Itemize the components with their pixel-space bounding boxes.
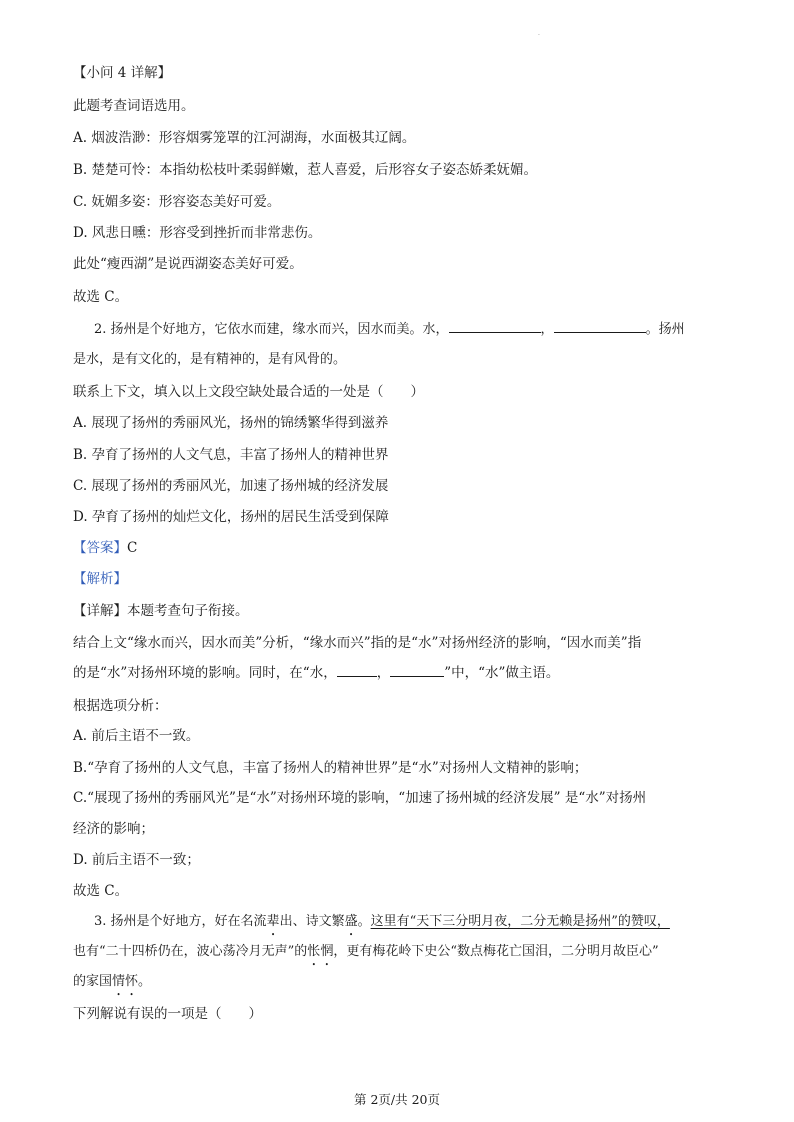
section-note: 此处“瘦西湖”是说西湖姿态美好可爱。 [73, 256, 303, 272]
explanation-line-1: 结合上文“缘水而兴，因水而美”分析，“缘水而兴”指的是“水”对扬州经济的影响，“因水而美”指 [73, 635, 642, 651]
explanation-line-2: 的是“水”对扬州环境的影响。同时，在“水， ， ”中，“水”做主语。 [73, 665, 560, 681]
question-2-stem-line2: 是水，是有文化的，是有精神的，是有风骨的。 [73, 352, 347, 367]
question-3-stem-line2: 也有“二十四桥仍在，波心荡冷月无声”的怅惘，更有梅花岭下史公“数点梅花亡国泪，二分明月故臣心” [73, 944, 659, 959]
option-a-explanation: A. 烟波浩渺：形容烟雾笼罩的江河湖海，水面极其辽阔。 [73, 130, 416, 146]
option-c-explanation: C. 妩媚多姿：形容姿态美好可爱。 [73, 194, 281, 210]
question-2-prompt: 联系上下文，填入以上文段空缺处最合适的一处是（ ） [73, 384, 424, 400]
blank-4 [390, 664, 444, 677]
section-heading: 【小问 4 详解】 [73, 65, 172, 81]
option-b: B. 孕育了扬州的人文气息，丰富了扬州人的精神世界 [73, 447, 389, 463]
option-d: D. 孕育了扬州的灿烂文化，扬州的居民生活受到保障 [73, 509, 389, 525]
option-a: A. 展现了扬州的秀丽风光，扬州的锦绣繁华得到滋养 [73, 415, 389, 431]
analysis-d: D. 前后主语不一致； [73, 852, 200, 868]
page-footer: 第 2页/共 20页 [353, 1092, 441, 1107]
detail-heading: 【详解】本题考查句子衔接。 [73, 603, 249, 619]
question-3-prompt: 下列解说有误的一项是（ ） [73, 1006, 262, 1022]
analysis-basis: 根据选项分析： [73, 698, 168, 714]
corner-mark: . [538, 30, 540, 37]
option-b-explanation: B. 楚楚可怜：本指幼松枝叶柔弱鲜嫩，惹人喜爱，后形容女子姿态娇柔妩媚。 [73, 162, 538, 178]
blank-3 [337, 664, 377, 677]
question-3-stem-line1: 3. 扬州是个好地方，好在名流辈出、诗文繁盛。这里有“天下三分明月夜，二分无赖是扬州”的赞叹， [94, 914, 670, 929]
analysis-a: A. 前后主语不一致。 [73, 728, 200, 744]
blank-1 [449, 320, 541, 333]
question-2-stem: 2. 扬州是个好地方，它依水而建，缘水而兴，因水而美。水， ， 。扬州 [94, 322, 685, 337]
question-2-conclusion: 故选 C。 [73, 883, 129, 899]
underlined-sentence: 这里有“天下三分明月夜，二分无赖是扬州”的赞叹， [370, 914, 670, 929]
blank-2 [554, 320, 646, 333]
answer-label: 【答案】 [73, 540, 127, 556]
analysis-b: B.“孕育了扬州的人文气息，丰富了扬州人的精神世界”是“水”对扬州人文精神的影响； [73, 760, 588, 776]
section-intro: 此题考查词语选用。 [73, 98, 195, 114]
answer-value: C [127, 540, 138, 556]
option-c: C. 展现了扬州的秀丽风光，加速了扬州城的经济发展 [73, 478, 389, 494]
answer [73, 539, 137, 557]
analysis-label: 【解析】 [73, 571, 127, 587]
analysis-c-line-1: C.“展现了扬州的秀丽风光”是“水”对扬州环境的影响，“加速了扬州城的经济发展” 是“水”对扬州 [73, 790, 647, 806]
section-conclusion: 故选 C。 [73, 289, 129, 305]
question-3-stem-line3: 的家国情怀。 [73, 974, 152, 989]
option-d-explanation: D. 风悲日曛：形容受到挫折而非常悲伤。 [73, 225, 322, 241]
analysis-c-line-2: 经济的影响； [73, 821, 154, 837]
